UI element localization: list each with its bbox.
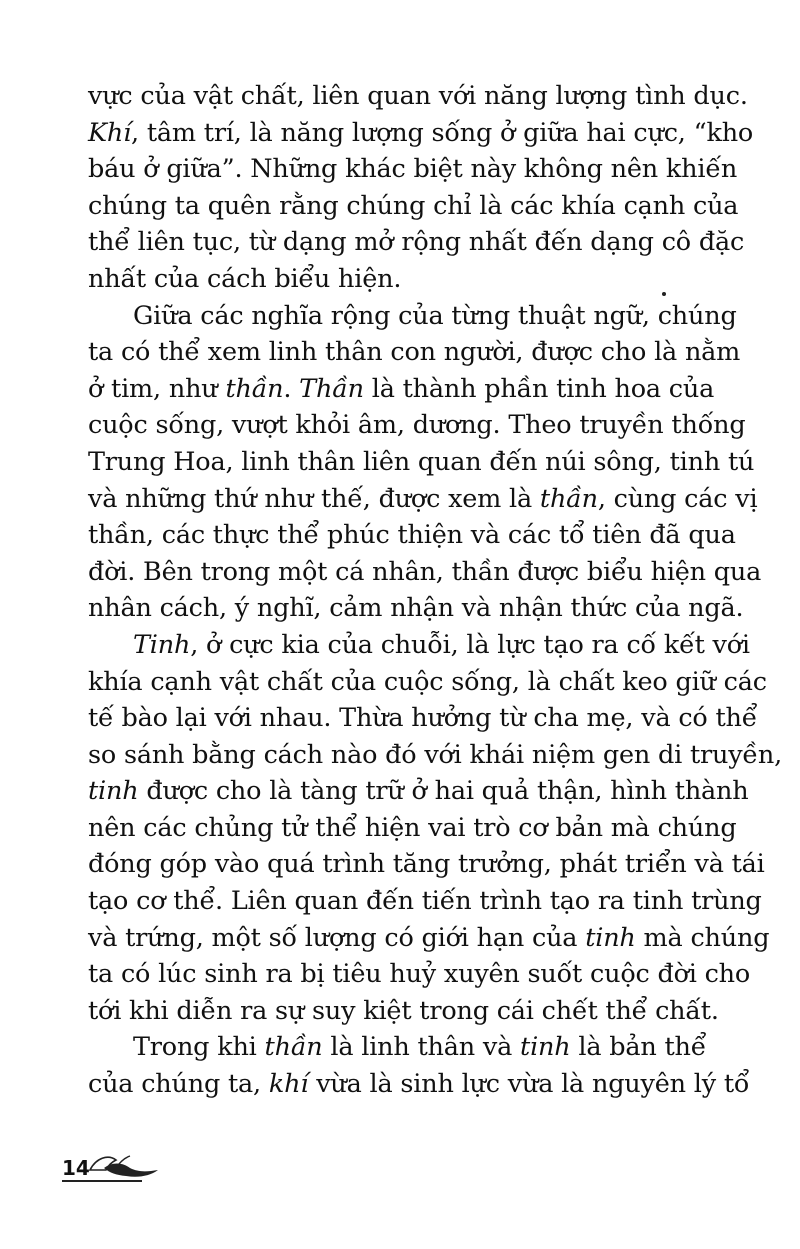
text-line [88,151,743,188]
text-run: Giữa các nghĩa rộng của từng thuật ngữ, chúng [133,300,737,331]
italic-term: tinh [520,1032,571,1063]
text-run: nhân cách, ý nghĩ, cảm nhận và nhận thức của ngã. [88,593,744,624]
text-run: ta có lúc sinh ra bị tiêu huỷ xuyên suốt cuộc đời cho [88,959,751,990]
text-line [88,700,758,737]
text-line [88,517,743,554]
text-run: đóng góp vào quá trình tăng trưởng, phát triển và tái [88,849,765,880]
text-line [88,956,751,993]
text-line [88,481,758,518]
italic-term: Tinh [133,629,191,660]
text-line [88,627,750,664]
text-line [88,115,754,152]
text-line [88,920,770,957]
text-run: là thành phần tinh hoa của [363,373,715,404]
text-run: , tâm trí, là năng lượng sống ở giữa hai cực, “kho [131,117,754,148]
text-line [88,261,743,298]
body-text [88,78,783,1103]
text-run: và trứng, một số lượng có giới hạn của [88,922,586,953]
text-run: mà chúng [635,922,770,953]
text-run: cuộc sống, vượt khỏi âm, dương. Theo truyền thống [88,410,746,441]
text-line [88,78,748,115]
text-line [88,993,743,1030]
page-number: 14 [62,1156,90,1180]
text-run: của chúng ta, [88,1069,269,1100]
text-run: vực của vật chất, liên quan với năng lượng tình dục. [88,81,748,111]
text-line [88,298,743,335]
italic-term: thần [539,483,598,514]
text-run: Trung Hoa, linh thân liên quan đến núi sông, tinh tú [88,446,755,477]
text-run: ta có thể xem linh thân con người, được cho là nằm [88,337,741,368]
text-run: thần, các thực thể phúc thiện và các tổ tiên đã qua [88,520,736,551]
text-run: , cùng các vị [597,483,758,514]
text-run: . [283,373,300,404]
text-run: được cho là tàng trữ ở hai quả thận, hình thành [138,776,749,807]
text-run: thể liên tục, từ dạng mở rộng nhất đến dạng cô đặc [88,227,745,258]
text-line [88,664,767,701]
text-run: tạo cơ thể. Liên quan đến tiến trình tạo ra tinh trùng [88,886,762,917]
text-run: nhất của cách biểu hiện. [88,263,402,294]
italic-term: Khí [88,117,132,148]
text-line [88,188,743,225]
text-run: tới khi diễn ra sự suy kiệt trong cái chết thể chất. [88,995,719,1026]
text-line [88,334,743,371]
text-run: khía cạnh vật chất của cuộc sống, là chất keo giữ các [88,666,767,697]
page-footer [62,1148,182,1188]
text-line [88,737,783,774]
text-run: là linh thân và [322,1032,521,1063]
text-line [88,371,743,408]
text-line [88,810,743,847]
text-run: ở tim, như [88,373,226,404]
italic-term: tinh [585,922,636,953]
text-line [88,590,743,627]
text-line [88,554,762,591]
italic-term: tinh [88,776,139,807]
text-line [88,224,743,261]
text-run: vừa là sinh lực vừa là nguyên lý tổ [308,1069,750,1100]
text-line [88,1066,750,1103]
text-run: là bản thể [570,1032,707,1063]
text-run: đời. Bên trong một cá nhân, thần được biểu hiện qua [88,556,762,587]
text-line [88,846,765,883]
text-run: và những thứ như thế, được xem là [88,483,540,514]
text-run: chúng ta quên rằng chúng chỉ là các khía cạnh của [88,190,739,221]
text-run: , ở cực kia của chuỗi, là lực tạo ra cố kết với [190,629,750,660]
text-line [88,773,749,810]
italic-term: thần [264,1032,323,1063]
stray-mark [662,292,666,296]
text-run: Trong khi [133,1032,265,1063]
text-run: báu ở giữa”. Những khác biệt này không nên khiến [88,154,738,185]
text-line [88,1029,743,1066]
italic-term: khí [268,1069,309,1100]
text-run: nên các chủng tử thể hiện vai trò cơ bản mà chúng [88,812,737,843]
italic-term: thần [225,373,284,404]
italic-term: Thần [299,373,364,404]
text-line [88,407,746,444]
text-run: so sánh bằng cách nào đó với khái niệm gen di truyền, [88,739,783,770]
text-run: tế bào lại với nhau. Thừa hưởng từ cha mẹ, và có thể [88,703,758,734]
text-line [88,883,762,920]
text-line [88,444,755,481]
ornament-bird-icon [86,1148,166,1184]
